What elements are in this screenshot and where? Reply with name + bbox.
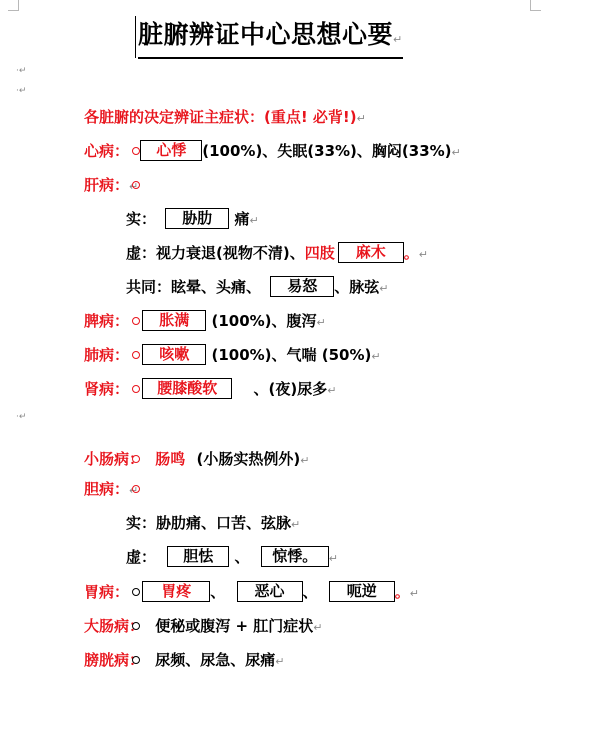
key-symptom-box: 胀满 — [142, 310, 206, 331]
symptom-text: 共同：眩晕、头痛、 — [126, 278, 262, 296]
paragraph-mark: ↵ — [313, 621, 323, 634]
symptom-text: (小肠实热例外) — [196, 450, 301, 468]
paragraph-mark: ↵ — [418, 248, 428, 261]
organ-label: 小肠病： — [84, 450, 145, 468]
list-item-small-intestine[interactable] — [66, 447, 309, 471]
list-item-liver[interactable] — [66, 173, 138, 197]
paragraph-mark: ↵ — [129, 484, 139, 497]
bullet-icon — [132, 385, 140, 393]
list-item-lung[interactable] — [66, 343, 381, 367]
red-symptom-text: 肠鸣 — [155, 450, 186, 468]
organ-label: 肝病： — [84, 176, 130, 194]
key-symptom-box: 腰膝酸软 — [142, 378, 232, 399]
gallbladder-deficiency-line[interactable] — [126, 545, 338, 569]
gallbladder-excess-line[interactable] — [126, 511, 300, 535]
list-item-heart[interactable] — [66, 139, 461, 163]
bullet-icon — [132, 588, 140, 596]
bullet-icon — [132, 147, 140, 155]
list-item-stomach[interactable] — [66, 580, 419, 604]
empty-paragraph-mark: ·↵ — [16, 86, 27, 96]
section-heading[interactable] — [84, 105, 366, 129]
organ-label: 胃病： — [84, 583, 130, 601]
paragraph-mark: ↵ — [327, 384, 337, 397]
list-item-gallbladder[interactable] — [66, 477, 138, 501]
symptom-text: 尿频、尿急、尿痛 — [155, 651, 276, 669]
key-symptom-box: 胆怯 — [167, 546, 229, 567]
symptom-text: (100%)、失眠(33%)、胸闷(33%) — [202, 142, 452, 160]
paragraph-mark: ↵ — [291, 518, 301, 531]
title-text: 脏腑辨证中心思想心要 — [138, 20, 394, 49]
document-title[interactable] — [138, 18, 403, 59]
key-symptom-box: 呃逆 — [329, 581, 395, 602]
paragraph-mark: ↵ — [316, 316, 326, 329]
organ-label: 膀胱病： — [84, 651, 145, 669]
key-symptom-box: 心悸 — [140, 140, 202, 161]
symptom-text: (100%)、腹泻 — [211, 312, 317, 330]
key-symptom-box: 恶心 — [237, 581, 303, 602]
paragraph-mark: ↵ — [328, 552, 338, 565]
liver-excess-line[interactable] — [126, 207, 259, 231]
paragraph-mark: ↵ — [409, 587, 419, 600]
empty-paragraph-mark: ·↵ — [16, 412, 27, 422]
key-symptom-box: 咳嗽 — [142, 344, 206, 365]
symptom-text: (100%)、气喘 (50%) — [211, 346, 372, 364]
liver-common-line[interactable] — [126, 275, 388, 299]
paragraph-mark: ↵ — [249, 214, 259, 227]
empty-paragraph-mark: ·↵ — [16, 66, 27, 76]
organ-label: 大肠病： — [84, 617, 145, 635]
bullet-icon — [132, 485, 140, 493]
key-symptom-box: 胃疼 — [142, 581, 210, 602]
heading-text: 各脏腑的决定辨证主症状：(重点! 必背!) — [84, 108, 357, 126]
paragraph-mark: ↵ — [393, 33, 403, 46]
list-item-spleen[interactable] — [66, 309, 326, 333]
key-symptom-box: 麻木 — [338, 242, 404, 263]
key-symptom-box: 惊悸。 — [261, 546, 329, 567]
organ-label: 肾病： — [84, 380, 130, 398]
paragraph-mark: ↵ — [379, 282, 389, 295]
paragraph-mark: ↵ — [356, 112, 366, 125]
bullet-icon — [132, 351, 140, 359]
symptom-text: 、(夜)尿多 — [253, 380, 328, 398]
paragraph-mark: ↵ — [371, 350, 381, 363]
sub-label: 虚： — [126, 548, 157, 566]
organ-label: 脾病： — [84, 312, 130, 330]
symptom-text: 实：胁肋痛、口苦、弦脉 — [126, 514, 292, 532]
page-corner-mark — [8, 0, 19, 11]
bullet-icon — [132, 656, 140, 664]
bullet-icon — [132, 455, 140, 463]
key-symptom-box: 胁肋 — [165, 208, 229, 229]
symptom-text: 便秘或腹泻 + 肛门症状 — [155, 617, 314, 635]
separator-text: 、 — [234, 548, 250, 566]
organ-label: 心病： — [84, 142, 130, 160]
red-period: 。 — [403, 244, 419, 262]
symptom-text: 痛 — [234, 210, 250, 228]
paragraph-mark: ↵ — [275, 655, 285, 668]
paragraph-mark: ↵ — [451, 146, 461, 159]
list-item-bladder[interactable] — [66, 648, 284, 672]
paragraph-mark: ↵ — [300, 454, 310, 467]
list-item-large-intestine[interactable] — [66, 614, 322, 638]
red-period: 。 — [394, 583, 410, 601]
liver-deficiency-line[interactable] — [126, 241, 428, 265]
paragraph-mark: ↵ — [129, 180, 139, 193]
symptom-text: 、脉弦 — [334, 278, 380, 296]
page-corner-mark — [530, 0, 541, 11]
separator-text: 、 — [210, 583, 226, 601]
key-symptom-box: 易怒 — [270, 276, 334, 297]
organ-label: 肺病： — [84, 346, 130, 364]
bullet-icon — [132, 181, 140, 189]
separator-text: 、 — [302, 583, 318, 601]
red-symptom-text: 四肢 — [304, 244, 335, 262]
bullet-icon — [132, 317, 140, 325]
list-item-kidney[interactable] — [66, 377, 336, 401]
symptom-text: 虚：视力衰退(视物不清)、 — [126, 244, 305, 262]
organ-label: 胆病： — [84, 480, 130, 498]
sub-label: 实： — [126, 210, 157, 228]
text-cursor — [135, 16, 136, 58]
bullet-icon — [132, 622, 140, 630]
